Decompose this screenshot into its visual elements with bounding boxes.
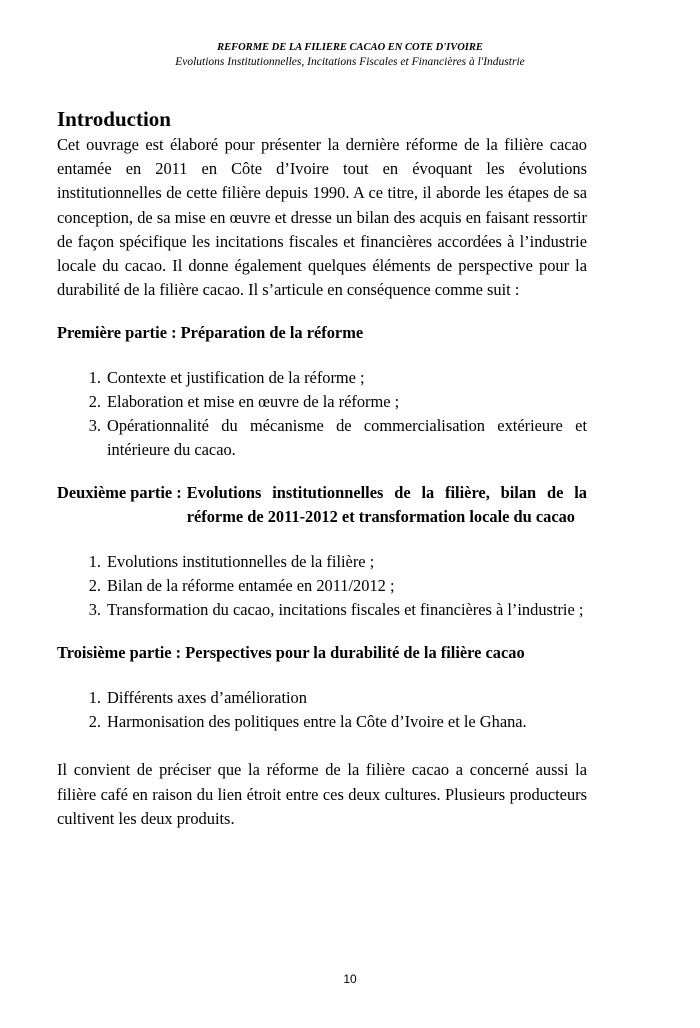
introduction-paragraph: Cet ouvrage est élaboré pour présenter la dernière réforme de la filière cacao entamée en 2011 en Côte d’Ivoire tout en évoquant les évolutions institutionnelles de cette filière depuis 1990. A ce titre, il aborde les étapes de sa conception, de sa mise en œuvre et dresse un bilan des acquis en faisant ressortir de façon spécifique les incitations fiscales et financières accordées à l’industrie locale du cacao. Il donne également quelques éléments de perspective pour la durabilité de la filière cacao. Il s’articule en conséquence comme suit : bbox=[57, 135, 587, 300]
list-item-text: Différents axes d’amélioration bbox=[107, 688, 307, 708]
part-three-heading: Troisième partie : Perspectives pour la durabilité de la filière cacao bbox=[57, 643, 525, 663]
list-item-number: 2. bbox=[88, 576, 101, 596]
list-item bbox=[57, 550, 587, 574]
list-item-text: Evolutions institutionnelles de la filière ; bbox=[107, 552, 375, 572]
list-item-number: 3. bbox=[88, 416, 101, 436]
part-two-title: Evolutions institutionnelles de la filière, bilan de la réforme de 2011-2012 et transformation locale du cacao bbox=[186, 483, 587, 527]
part-one-heading: Première partie : Préparation de la réforme bbox=[57, 323, 364, 343]
part-two-list bbox=[57, 550, 587, 622]
list-item-number: 1. bbox=[88, 368, 101, 388]
list-item bbox=[57, 366, 587, 390]
list-item-text: Contexte et justification de la réforme ; bbox=[107, 368, 365, 388]
running-header bbox=[0, 40, 700, 70]
closing-paragraph: Il convient de préciser que la réforme de la filière cacao a concerné aussi la filière café en raison du lien étroit entre ces deux cultures. Plusieurs producteurs cultivent les deux produits. bbox=[57, 760, 587, 828]
list-item-text: Elaboration et mise en œuvre de la réforme ; bbox=[107, 392, 400, 412]
list-item-number: 3. bbox=[88, 600, 101, 620]
introduction-heading: Introduction bbox=[57, 107, 171, 131]
list-item-number: 2. bbox=[88, 392, 101, 412]
list-item bbox=[57, 710, 587, 734]
list-item bbox=[57, 414, 587, 462]
list-item-number: 1. bbox=[88, 552, 101, 572]
header-title: REFORME DE LA FILIERE CACAO EN COTE D'IVOIRE bbox=[217, 42, 483, 53]
header-subtitle: Evolutions Institutionnelles, Incitations Fiscales et Financières à l'Industrie bbox=[175, 56, 525, 68]
part-two-heading bbox=[57, 481, 587, 529]
part-three-list bbox=[57, 686, 587, 734]
list-item-text: Transformation du cacao, incitations fiscales et financières à l’industrie ; bbox=[107, 600, 584, 620]
part-one-list bbox=[57, 366, 587, 462]
list-item-text: Opérationnalité du mécanisme de commercialisation extérieure et intérieure du cacao. bbox=[107, 416, 587, 460]
list-item bbox=[57, 686, 587, 710]
page-number: 10 bbox=[343, 972, 357, 986]
list-item-number: 1. bbox=[88, 688, 101, 708]
list-item bbox=[57, 390, 587, 414]
list-item bbox=[57, 598, 587, 622]
list-item-number: 2. bbox=[88, 712, 101, 732]
list-item-text: Harmonisation des politiques entre la Côte d’Ivoire et le Ghana. bbox=[107, 712, 527, 732]
part-two-label: Deuxième partie : bbox=[57, 483, 182, 503]
list-item bbox=[57, 574, 587, 598]
page-body bbox=[57, 105, 587, 831]
list-item-text: Bilan de la réforme entamée en 2011/2012 ; bbox=[107, 576, 395, 596]
